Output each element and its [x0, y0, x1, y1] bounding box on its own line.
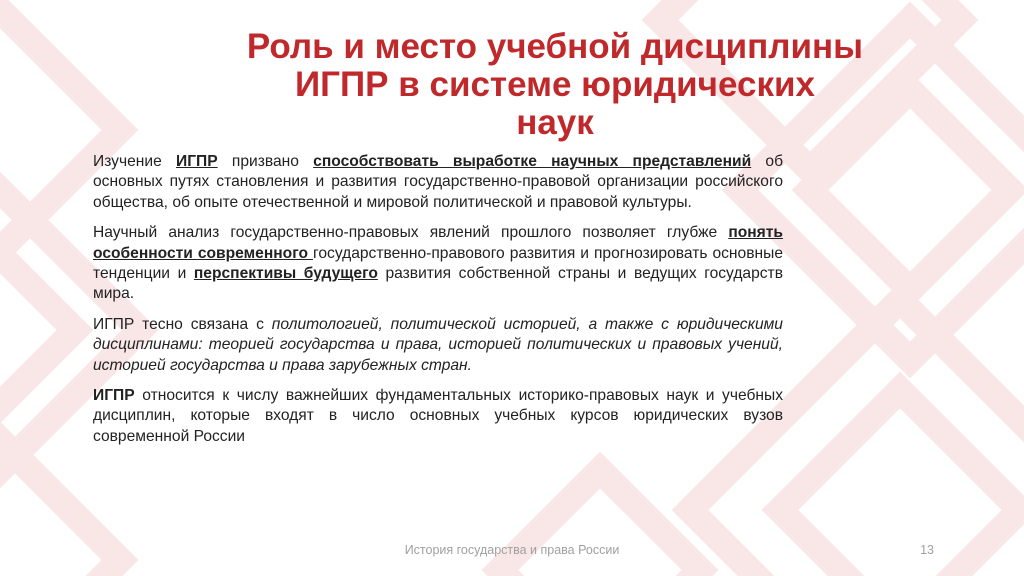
title-line: наук: [516, 103, 594, 142]
text-run: ИГПР тесно связана с: [93, 315, 272, 333]
page-number: 13: [920, 543, 934, 557]
text-run: об основных путях становления и развития государственно-правовой организации российского общества, об опыте отечественной и мировой политической и правовой культуры.: [93, 153, 784, 211]
text-run: призвано: [217, 153, 314, 170]
italic-text: политологией, политической историей, а также с юридическими дисциплинами: теорией государства и права, историей политических и правовых учений, историей государства и права зарубежных стран.: [93, 315, 783, 374]
pattern-diamond: [500, 470, 700, 576]
emphasis-text: способствовать выработке научных представлений: [313, 153, 752, 170]
emphasis-text: ИГПР: [176, 153, 218, 170]
title-line: ИГПР в системе юридических: [295, 65, 815, 104]
slide-title: [140, 28, 970, 142]
text-run: Изучение: [93, 153, 176, 170]
text-run: относится к числу важнейших фундаментальных историко-правовых наук и учебных дисциплин, которые входят в число основных учебных курсов юридических вузов современной России: [93, 387, 783, 445]
text-run: государственно-правового развития и прогнозировать основные тенденции и: [93, 244, 783, 283]
emphasis-text: ИГПР: [93, 387, 135, 405]
footer-course-title: История государства и права России: [404, 543, 620, 557]
paragraph: [93, 386, 783, 447]
paragraph: [93, 223, 783, 305]
slide-body: [93, 152, 783, 457]
emphasis-text: понять особенности современного: [93, 224, 783, 262]
title-line: Роль и место учебной дисциплины: [246, 27, 864, 66]
text-run: Научный анализ государственно-правовых явлений прошлого позволяет глубже: [93, 224, 729, 242]
paragraph: [93, 315, 783, 376]
text-run: развития собственной страны и ведущих государств мира.: [93, 265, 783, 303]
pattern-diamond: [0, 255, 75, 405]
emphasis-text: перспективы будущего: [193, 265, 378, 283]
paragraph: [93, 152, 783, 213]
